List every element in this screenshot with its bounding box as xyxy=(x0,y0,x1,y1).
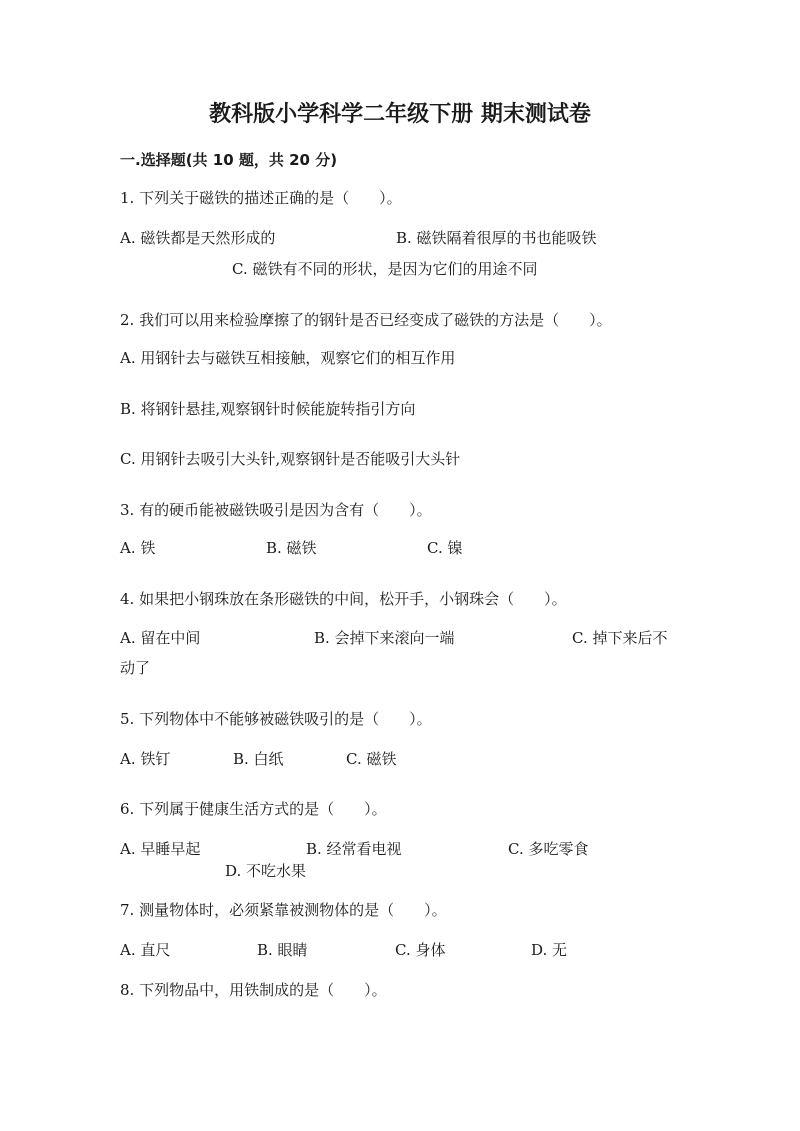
question-5: 5. 下列物体中不能够被磁铁吸引的是（ ）。 xyxy=(120,710,432,728)
question-4: 4. 如果把小钢珠放在条形磁铁的中间，松开手，小钢珠会（ ）。 xyxy=(120,590,567,608)
q2-option-a: A. 用钢针去与磁铁互相接触，观察它们的相互作用 xyxy=(120,349,456,367)
question-8: 8. 下列物品中，用铁制成的是（ ）。 xyxy=(120,981,387,999)
question-3: 3. 有的硬币能被磁铁吸引是因为含有（ ）。 xyxy=(120,501,432,519)
q1-option-b: B. 磁铁隔着很厚的书也能吸铁 xyxy=(396,229,597,247)
q2-option-b: B. 将钢针悬挂,观察钢针时候能旋转指引方向 xyxy=(120,400,416,418)
q1-option-c: C. 磁铁有不同的形状，是因为它们的用途不同 xyxy=(232,260,538,278)
q5-option-a: A. 铁钉 xyxy=(120,750,171,768)
q1-option-a: A. 磁铁都是天然形成的 xyxy=(120,229,276,247)
q7-option-c: C. 身体 xyxy=(395,941,446,959)
q7-option-a: A. 直尺 xyxy=(120,941,171,959)
q3-option-b: B. 磁铁 xyxy=(266,539,317,557)
question-1: 1. 下列关于磁铁的描述正确的是（ ）。 xyxy=(120,189,402,207)
q4-option-b: B. 会掉下来滚向一端 xyxy=(314,629,455,647)
q6-option-d: D. 不吃水果 xyxy=(225,862,307,880)
q6-option-c: C. 多吃零食 xyxy=(508,840,589,858)
q2-option-c: C. 用钢针去吸引大头针,观察钢针是否能吸引大头针 xyxy=(120,450,461,468)
page-title: 教科版小学科学二年级下册 期末测试卷 xyxy=(209,102,591,127)
q6-option-b: B. 经常看电视 xyxy=(306,840,402,858)
q4-option-c-continued: 动了 xyxy=(120,659,151,677)
q5-option-b: B. 白纸 xyxy=(233,750,284,768)
q6-option-a: A. 早睡早起 xyxy=(120,840,201,858)
section-heading: 一.选择题(共 10 题，共 20 分) xyxy=(120,151,338,169)
q4-option-a: A. 留在中间 xyxy=(120,629,201,647)
q7-option-d: D. 无 xyxy=(531,941,568,959)
q4-option-c: C. 掉下来后不 xyxy=(572,629,668,647)
question-6: 6. 下列属于健康生活方式的是（ ）。 xyxy=(120,800,387,818)
question-2: 2. 我们可以用来检验摩擦了的钢针是否已经变成了磁铁的方法是（ ）。 xyxy=(120,311,612,329)
q3-option-a: A. 铁 xyxy=(120,539,156,557)
q5-option-c: C. 磁铁 xyxy=(346,750,397,768)
q7-option-b: B. 眼睛 xyxy=(257,941,308,959)
question-7: 7. 测量物体时，必须紧靠被测物体的是（ ）。 xyxy=(120,901,447,919)
q3-option-c: C. 镍 xyxy=(427,539,463,557)
